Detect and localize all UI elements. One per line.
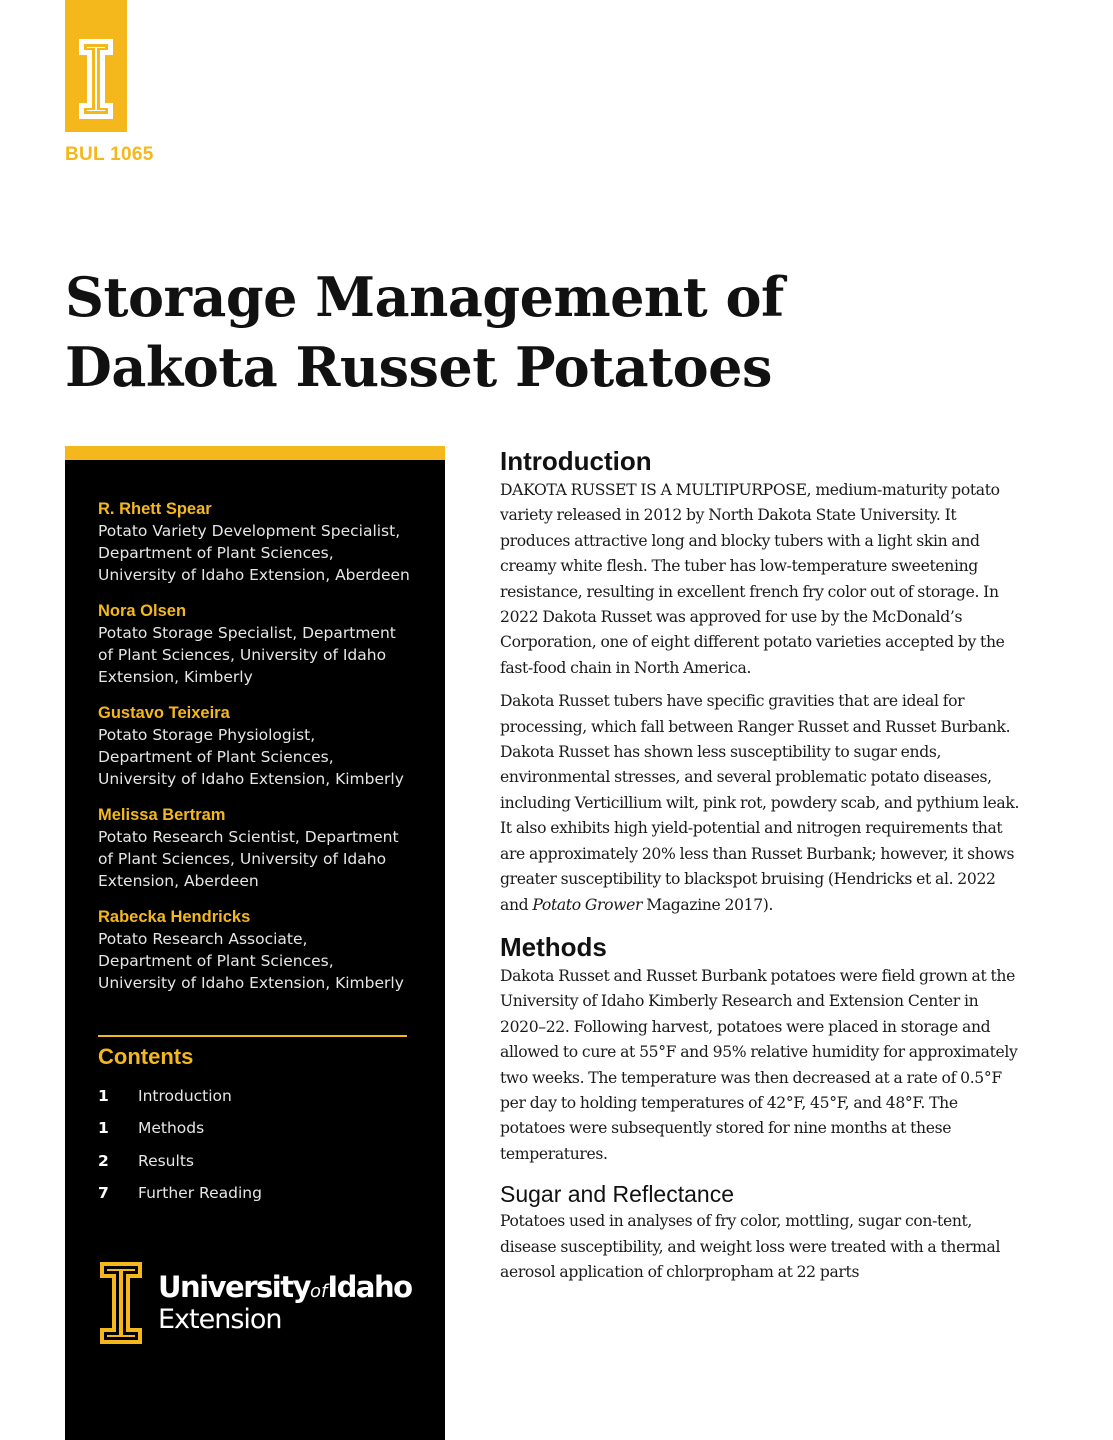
author-affiliation-line: Extension, Aberdeen	[98, 872, 259, 890]
author-affiliation-line: Department of Plant Sciences,	[98, 952, 334, 970]
toc-item-further-reading[interactable]	[98, 1177, 398, 1209]
author-entry	[98, 600, 428, 688]
toc-label: Introduction	[138, 1087, 232, 1106]
author-affiliation-line: of Plant Sciences, University of Idaho	[98, 850, 387, 868]
author-name: Gustavo Teixeira	[98, 704, 230, 722]
author-name: Melissa Bertram	[98, 806, 226, 824]
author-affiliation-line: Potato Storage Physiologist,	[98, 726, 316, 744]
author-entry	[98, 906, 428, 994]
toc-page-number: 1	[98, 1087, 109, 1106]
toc-item-introduction[interactable]	[98, 1080, 398, 1112]
toc-page-number: 2	[98, 1151, 109, 1170]
toc-page-number: 1	[98, 1119, 109, 1138]
author-sidebar	[65, 446, 445, 1440]
logo-wordmark-extension: Extension	[158, 1304, 282, 1335]
section-heading-introduction: Introduction	[500, 446, 652, 476]
section-heading-methods: Methods	[500, 931, 607, 962]
author-entry	[98, 702, 428, 790]
introduction-paragraph-1: DAKOTA RUSSET IS A MULTIPURPOSE, medium-maturity potato variety released in 2012 by North Dakota State University. It produces attractive long and blocky tubers with a light skin and creamy white flesh. The tuber has low-temperature sweetening resistance, resulting in excellent french fry color out of storage. In 2022 Dakota Russet was approved for use by the McDonald’s Corporation, one of eight different potato varieties accepted by the fast-food chain in North America.	[500, 481, 1005, 677]
page-title	[65, 262, 825, 402]
methods-paragraph-1: Dakota Russet and Russet Burbank potatoes were field grown at the University of Idaho Kimberly Research and Extension Center in 2020–22. Following harvest, potatoes were placed in storage and allowed to cure at 55°F and 95% relative humidity for approximately two weeks. The temperature was then decreased at a rate of 0.5°F per day to holding temperatures of 42°F, 45°F, and 48°F. The potatoes were subsequently stored for nine months at these temperatures.	[500, 966, 1018, 1163]
author-affiliation-line: Potato Variety Development Specialist,	[98, 522, 401, 540]
author-affiliation-line: University of Idaho Extension, Kimberly	[98, 974, 404, 992]
author-entry	[98, 498, 428, 586]
author-list	[98, 498, 428, 1008]
table-of-contents	[98, 1080, 398, 1209]
toc-item-methods[interactable]	[98, 1112, 398, 1144]
author-affiliation-line: of Plant Sciences, University of Idaho	[98, 646, 387, 664]
toc-label: Methods	[138, 1119, 205, 1138]
title-line-1: Storage Management of	[65, 265, 784, 329]
main-content	[500, 444, 1020, 1285]
university-i-logo-icon	[65, 0, 127, 132]
toc-item-results[interactable]	[98, 1145, 398, 1177]
author-affiliation-line: Potato Research Associate,	[98, 930, 308, 948]
logo-wordmark-university: UniversityofIdaho	[158, 1270, 412, 1304]
author-affiliation-line: Extension, Kimberly	[98, 668, 253, 686]
section-heading-sugar-and-reflectance: Sugar and Reflectance	[500, 1181, 734, 1208]
title-line-2: Dakota Russet Potatoes	[65, 335, 772, 399]
author-affiliation-line: Department of Plant Sciences,	[98, 544, 334, 562]
university-of-idaho-extension-logo	[98, 1260, 418, 1350]
author-affiliation-line: Potato Research Scientist, Department	[98, 828, 399, 846]
bulletin-number: BUL 1065	[65, 144, 154, 165]
author-affiliation-line: University of Idaho Extension, Aberdeen	[98, 566, 410, 584]
author-affiliation-line: Potato Storage Specialist, Department	[98, 624, 396, 642]
contents-heading: Contents	[98, 1044, 194, 1069]
author-entry	[98, 804, 428, 892]
university-i-logo-icon	[98, 1260, 144, 1346]
sidebar-accent-bar	[65, 446, 445, 460]
toc-label: Further Reading	[138, 1184, 262, 1203]
author-affiliation-line: University of Idaho Extension, Kimberly	[98, 770, 404, 788]
author-affiliation-line: Department of Plant Sciences,	[98, 748, 334, 766]
sugar-paragraph-1: Potatoes used in analyses of fry color, mottling, sugar con-tent, disease susceptibility, and weight loss were treated with a thermal aerosol application of chlorpropham at 22 parts	[500, 1212, 1001, 1281]
toc-page-number: 7	[98, 1184, 109, 1203]
introduction-paragraph-2: Dakota Russet tubers have specific gravities that are ideal for processing, which fall between Ranger Russet and Russet Burbank. Dakota Russet has shown less susceptibility to sugar ends, environmental stresses, and several problematic potato diseases, including Verticillium wilt, pink rot, powdery scab, and pythium leak. It also exhibits high yield-potential and nitrogen requirements that are approximately 20% less than Russet Burbank; however, it shows greater susceptibility to blackspot bruising (Hendricks et al. 2022 and Potato Grower Magazine 2017).	[500, 692, 1020, 914]
author-name: Nora Olsen	[98, 602, 187, 620]
author-name: R. Rhett Spear	[98, 500, 212, 518]
contents-divider	[98, 1035, 407, 1037]
toc-label: Results	[138, 1151, 194, 1170]
author-name: Rabecka Hendricks	[98, 908, 251, 926]
